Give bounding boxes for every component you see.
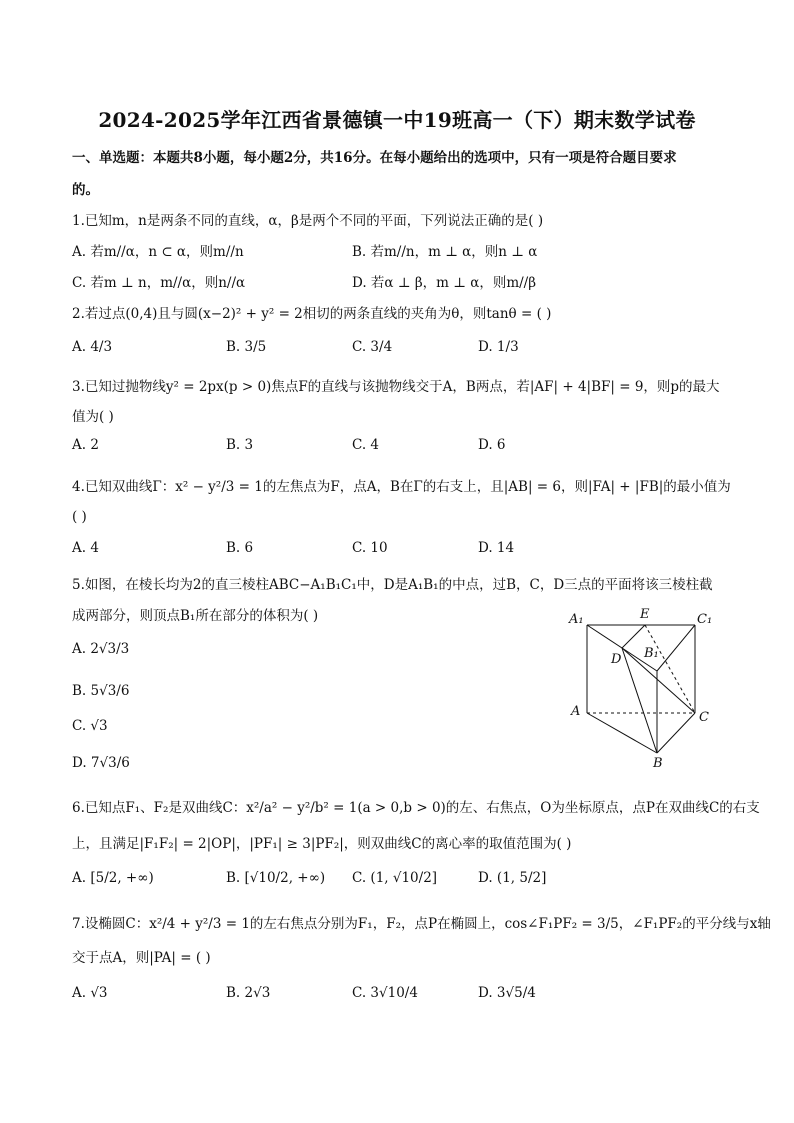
label-b1: B₁ — [644, 646, 659, 661]
question-5-stem: 5.如图，在棱长均为2的直三棱柱ABC−A₁B₁C₁中，D是A₁B₁的中点，过B，C，D三点的平面将该三棱柱截 — [72, 577, 713, 593]
question-7-option-a: A. √3 — [72, 985, 108, 1001]
question-6-stem-cont: 上，且满足|F₁F₂| = 2|OP|，|PF₁| ≥ 3|PF₂|，则双曲线C的离心率的取值范围为( ) — [72, 836, 572, 852]
question-2-option-c: C. 3/4 — [352, 339, 393, 355]
question-4-option-b: B. 6 — [226, 540, 254, 556]
question-3-option-a: A. 2 — [72, 437, 99, 453]
question-7-option-d: D. 3√5/4 — [478, 985, 536, 1001]
question-3-option-b: B. 3 — [226, 437, 254, 453]
question-5-stem-cont: 成两部分，则顶点B₁所在部分的体积为( ) — [72, 608, 319, 624]
question-4-option-c: C. 10 — [352, 540, 388, 556]
question-4-stem-cont: ( ) — [72, 509, 87, 525]
question-6-option-b: B. [√10/2, +∞) — [226, 870, 326, 886]
question-6-stem: 6.已知点F₁、F₂是双曲线C：x²/a² − y²/b² = 1(a > 0,b > 0)的左、右焦点，O为坐标原点，点P在双曲线C的右支 — [72, 800, 760, 816]
label-e: E — [640, 607, 650, 622]
page-title: 2024-2025学年江西省景德镇一中19班高一（下）期末数学试卷 — [98, 108, 696, 132]
label-b: B — [653, 756, 663, 771]
question-2-option-a: A. 4/3 — [72, 339, 113, 355]
label-c1: C₁ — [697, 612, 713, 627]
question-5-option-a: A. 2√3/3 — [72, 641, 130, 657]
question-6-option-d: D. (1, 5/2] — [478, 870, 547, 886]
question-5-option-c: C. √3 — [72, 718, 108, 734]
question-5-option-b: B. 5√3/6 — [72, 683, 130, 699]
question-7-option-b: B. 2√3 — [226, 985, 271, 1001]
question-1-option-c: C. 若m ⊥ n，m//α，则n//α — [72, 275, 246, 291]
question-1-option-a: A. 若m//α，n ⊂ α，则m//n — [72, 244, 244, 260]
label-a: A — [571, 704, 581, 719]
question-2-option-d: D. 1/3 — [478, 339, 519, 355]
question-3-stem: 3.已知过抛物线y² = 2px(p > 0)焦点F的直线与该抛物线交于A，B两点，若|AF| + 4|BF| = 9，则p的最大 — [72, 379, 720, 395]
question-2-option-b: B. 3/5 — [226, 339, 267, 355]
question-4-stem: 4.已知双曲线Γ：x² − y²/3 = 1的左焦点为F，点A，B在Γ的右支上，且|AB| = 6，则|FA| + |FB|的最小值为 — [72, 479, 731, 495]
question-1-option-b: B. 若m//n，m ⊥ α，则n ⊥ α — [352, 244, 538, 260]
section-header-cont: 的。 — [72, 182, 99, 198]
question-5-option-d: D. 7√3/6 — [72, 755, 130, 771]
question-1-option-d: D. 若α ⊥ β，m ⊥ α，则m//β — [352, 275, 537, 291]
question-7-stem-cont: 交于点A，则|PA| = ( ) — [72, 950, 211, 966]
label-a1: A₁ — [569, 612, 584, 627]
question-3-option-d: D. 6 — [478, 437, 506, 453]
question-7-option-c: C. 3√10/4 — [352, 985, 418, 1001]
question-7-stem: 7.设椭圆C：x²/4 + y²/3 = 1的左右焦点分别为F₁，F₂，点P在椭圆上，cos∠F₁PF₂ = 3/5，∠F₁PF₂的平分线与x轴 — [72, 916, 771, 932]
label-c: C — [699, 710, 709, 725]
section-header: 一、单选题：本题共8小题，每小题2分，共16分。在每小题给出的选项中，只有一项是符合题目要求 — [72, 150, 677, 166]
question-6-option-c: C. (1, √10/2] — [352, 870, 438, 886]
question-4-option-a: A. 4 — [72, 540, 99, 556]
question-6-option-a: A. [5/2, +∞) — [72, 870, 154, 886]
question-3-stem-cont: 值为( ) — [72, 409, 114, 425]
question-1-stem: 1.已知m，n是两条不同的直线，α，β是两个不同的平面，下列说法正确的是( ) — [72, 213, 544, 229]
label-d: D — [611, 652, 622, 667]
question-3-option-c: C. 4 — [352, 437, 380, 453]
triangular-prism-figure — [565, 605, 735, 775]
question-4-option-d: D. 14 — [478, 540, 515, 556]
question-2-stem: 2.若过点(0,4)且与圆(x−2)² + y² = 2相切的两条直线的夹角为θ，则tanθ = ( ) — [72, 306, 552, 322]
